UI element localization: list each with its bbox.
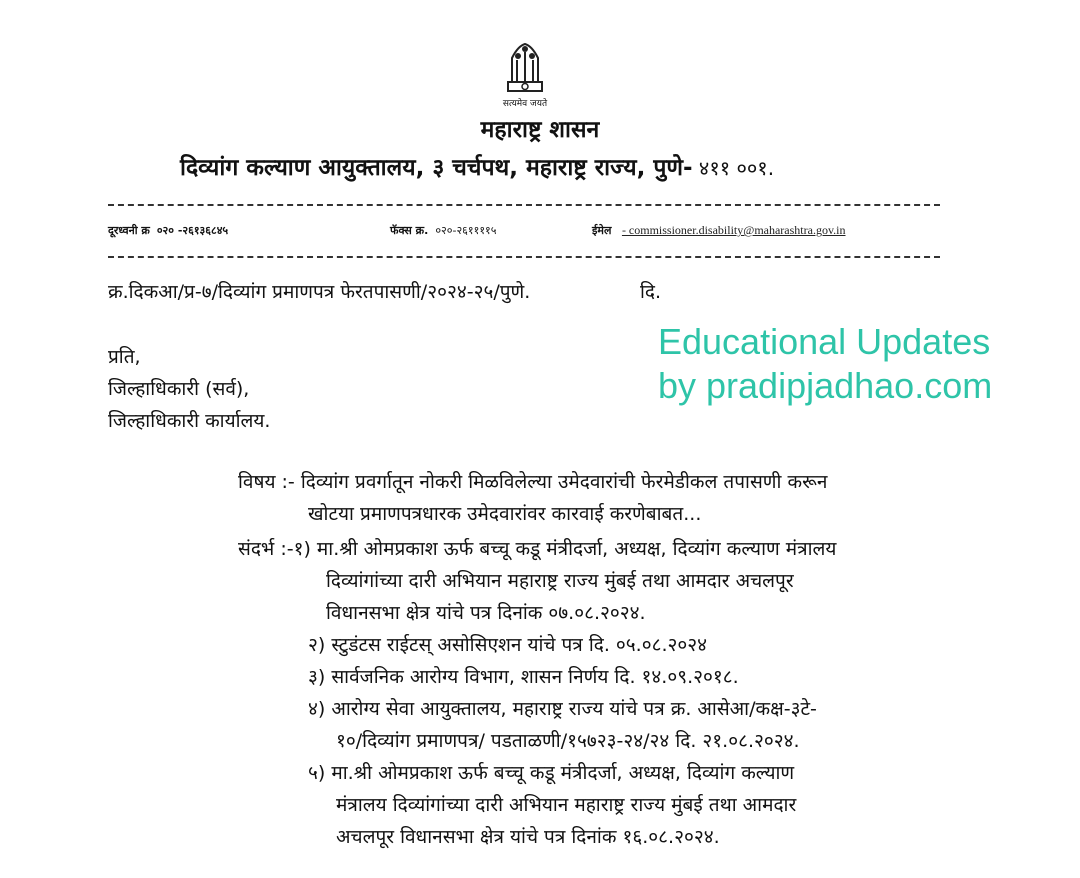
- reference-1-line-2: दिव्यांगांच्या दारी अभियान महाराष्ट्र राज्य मुंबई तथा आमदार अचलपूर: [326, 570, 794, 592]
- email-link[interactable]: - commissioner.disability@maharashtra.gov.in: [621, 223, 846, 237]
- reference-3: ३) सार्वजनिक आरोग्य विभाग, शासन निर्णय दि. १४.०९.२०१८.: [308, 666, 739, 688]
- reference-4-line-1: ४) आरोग्य सेवा आयुक्तालय, महाराष्ट्र राज्य यांचे पत्र क्र. आसेआ/कक्ष-३टे-: [308, 698, 817, 720]
- office-name: दिव्यांग कल्याण आयुक्तालय, ३ चर्चपथ, महाराष्ट्र राज्य, पुणे-: [180, 155, 693, 181]
- reference-number: क्र.दिकआ/प्र-७/दिव्यांग प्रमाणपत्र फेरतपासणी/२०२४-२५/पुणे.: [108, 281, 531, 303]
- reference-5-line-2: मंत्रालय दिव्यांगांच्या दारी अभियान महाराष्ट्र राज्य मुंबई तथा आमदार: [336, 794, 797, 816]
- divider-top: [108, 204, 940, 206]
- address-line-2: जिल्हाधिकारी कार्यालय.: [108, 410, 271, 432]
- emblem-motto: सत्यमेव जयते: [502, 99, 548, 109]
- watermark-line-2: by pradipjadhao.com: [658, 365, 993, 406]
- email-label: ईमेल: [592, 224, 612, 237]
- address-to: प्रति,: [108, 346, 141, 368]
- fax-number: ०२०-२६११११५: [435, 224, 497, 237]
- watermark-line-1: Educational Updates: [658, 321, 991, 362]
- state-emblem: [496, 38, 554, 96]
- subject-line-2: खोटया प्रमाणपत्रधारक उमेदवारांवर कारवाई करणेबाबत...: [308, 503, 702, 525]
- fax-block: [390, 223, 496, 238]
- email-block: [592, 223, 846, 238]
- reference-1-line-3: विधानसभा क्षेत्र यांचे पत्र दिनांक ०७.०८.२०२४.: [326, 602, 646, 624]
- reference-1-line-1: संदर्भ :-१) मा.श्री ओमप्रकाश ऊर्फ बच्चू कडू मंत्रीदर्जा, अध्यक्ष, दिव्यांग कल्याण मंत्रालय: [238, 538, 837, 560]
- reference-4-line-2: १०/दिव्यांग प्रमाणपत्र/ पडताळणी/१५७२३-२४/२४ दि. २१.०८.२०२४.: [336, 730, 800, 752]
- reference-2: २) स्टुडंटस राईटस् असोसिएशन यांचे पत्र दि. ०५.०८.२०२४: [308, 634, 708, 656]
- office-pincode: ४११ ००१.: [692, 156, 775, 180]
- phone-block: [108, 223, 228, 238]
- government-title: महाराष्ट्र शासन: [480, 117, 600, 143]
- phone-label: दूरध्वनी क्र: [108, 224, 150, 237]
- emblem-icon: [496, 38, 554, 96]
- fax-label: फॅक्स क्र.: [390, 224, 429, 237]
- subject-line-1: विषय :- दिव्यांग प्रवर्गातून नोकरी मिळविलेल्या उमेदवारांची फेरमेडीकल तपासणी करून: [238, 471, 828, 493]
- reference-5-line-3: अचलपूर विधानसभा क्षेत्र यांचे पत्र दिनांक १६.०८.२०२४.: [336, 826, 720, 848]
- address-line-1: जिल्हाधिकारी (सर्व),: [108, 378, 250, 400]
- phone-number: ०२० -२६१३६८४५: [156, 224, 229, 237]
- office-address: [180, 150, 774, 182]
- reference-date-label: दि.: [640, 281, 662, 303]
- divider-bottom: [108, 256, 940, 258]
- reference-5-line-1: ५) मा.श्री ओमप्रकाश ऊर्फ बच्चू कडू मंत्रीदर्जा, अध्यक्ष, दिव्यांग कल्याण: [308, 762, 795, 784]
- watermark: [658, 320, 992, 408]
